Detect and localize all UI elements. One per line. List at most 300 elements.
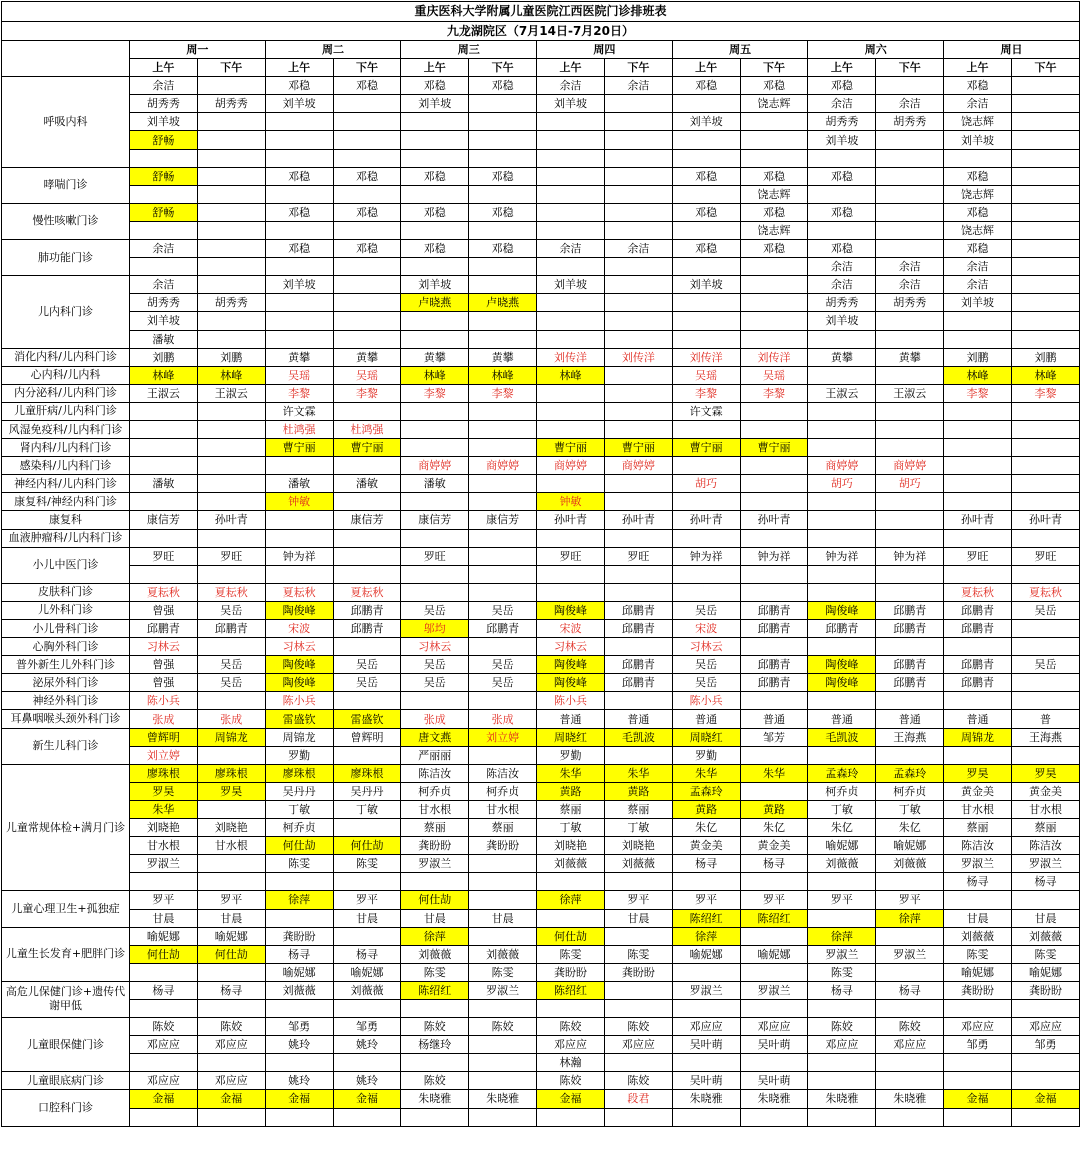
schedule-row [2,800,1080,818]
schedule-cell: 陈姣 [876,1018,944,1036]
schedule-cell [604,927,672,945]
schedule-cell: 孟森玲 [876,764,944,782]
schedule-cell: 曹宁丽 [333,439,401,457]
schedule-cell: 夏耘秋 [944,583,1012,601]
schedule-cell [1011,185,1079,203]
schedule-cell: 罗旺 [130,547,198,565]
schedule-cell [604,113,672,131]
schedule-cell [1011,221,1079,239]
schedule-cell: 余洁 [130,77,198,95]
schedule-cell: 朱亿 [672,819,740,837]
department-name: 康复科/神经内科门诊 [2,493,130,511]
schedule-cell: 陈姣 [604,1072,672,1090]
schedule-cell [740,420,808,438]
schedule-cell [876,149,944,167]
schedule-cell: 余洁 [808,276,876,294]
schedule-cell [808,1108,876,1126]
schedule-cell [1011,95,1079,113]
schedule-cell: 唐文燕 [401,728,469,746]
schedule-row [2,185,1080,203]
schedule-cell: 邓稳 [333,203,401,221]
schedule-cell: 罗平 [130,891,198,909]
schedule-cell [130,185,198,203]
schedule-cell: 林峰 [1011,366,1079,384]
schedule-cell: 习林云 [401,638,469,656]
schedule-cell: 林峰 [537,366,605,384]
schedule-cell: 邱鹏青 [876,674,944,692]
schedule-cell [740,583,808,601]
schedule-cell: 潘敏 [130,475,198,493]
schedule-row [2,511,1080,529]
schedule-cell: 姚玲 [333,1036,401,1054]
schedule-cell [265,565,333,583]
schedule-cell: 吴岳 [333,656,401,674]
schedule-cell: 陶俊峰 [537,656,605,674]
schedule-cell: 刘晓艳 [604,837,672,855]
schedule-cell [672,258,740,276]
schedule-cell: 吴丹丹 [265,782,333,800]
schedule-cell [265,330,333,348]
schedule-table [1,1,1080,1127]
schedule-cell: 陈雯 [265,855,333,873]
schedule-cell [944,1072,1012,1090]
schedule-cell: 徐萍 [265,891,333,909]
title-row [2,2,1080,22]
department-name: 呼吸内科 [2,77,130,167]
schedule-cell: 刘羊坡 [537,276,605,294]
schedule-cell: 罗昊 [197,782,265,800]
schedule-cell [401,565,469,583]
schedule-cell: 吴叶萌 [740,1036,808,1054]
schedule-cell [944,149,1012,167]
schedule-cell: 喻妮娜 [197,927,265,945]
schedule-cell [944,420,1012,438]
schedule-cell: 邓稳 [808,240,876,258]
slot-header-am: 上午 [265,59,333,77]
schedule-cell: 黄金美 [944,782,1012,800]
schedule-cell: 曹宁丽 [265,439,333,457]
department-name: 肺功能门诊 [2,240,130,276]
schedule-cell: 黄路 [672,800,740,818]
schedule-cell: 丁敏 [265,800,333,818]
schedule-cell: 邓稳 [401,203,469,221]
schedule-cell [808,511,876,529]
schedule-cell [1011,1054,1079,1072]
schedule-cell [469,221,537,239]
schedule-cell: 宋波 [537,620,605,638]
schedule-cell: 邹勇 [944,1036,1012,1054]
schedule-row [2,475,1080,493]
schedule-cell: 喻妮娜 [130,927,198,945]
schedule-cell: 周晓红 [672,728,740,746]
schedule-cell [197,276,265,294]
schedule-cell [537,113,605,131]
schedule-cell [1011,999,1079,1017]
schedule-cell [333,999,401,1017]
schedule-cell: 陈雯 [944,945,1012,963]
schedule-cell: 喻妮娜 [944,963,1012,981]
schedule-cell [197,457,265,475]
schedule-cell: 罗平 [740,891,808,909]
schedule-cell [401,131,469,149]
schedule-cell: 黄攀 [469,348,537,366]
schedule-cell [401,1054,469,1072]
schedule-cell [197,420,265,438]
schedule-cell [876,240,944,258]
schedule-cell [469,855,537,873]
schedule-cell [537,312,605,330]
schedule-cell: 刘薇薇 [944,927,1012,945]
schedule-cell [808,565,876,583]
schedule-cell: 邓稳 [740,77,808,95]
schedule-cell: 刘羊坡 [537,95,605,113]
schedule-cell: 陈雯 [1011,945,1079,963]
schedule-cell: 胡巧 [876,475,944,493]
schedule-cell [1011,294,1079,312]
schedule-cell [537,1108,605,1126]
schedule-cell: 潘敏 [130,330,198,348]
schedule-cell: 陈小兵 [537,692,605,710]
schedule-cell: 邓稳 [401,240,469,258]
schedule-cell [604,221,672,239]
schedule-cell [130,1054,198,1072]
schedule-cell: 普通 [808,710,876,728]
schedule-cell [740,565,808,583]
schedule-cell [265,511,333,529]
schedule-cell [808,221,876,239]
schedule-cell [265,909,333,927]
schedule-cell: 邹勇 [265,1018,333,1036]
schedule-cell: 邓稳 [740,167,808,185]
schedule-cell: 曾辉明 [333,728,401,746]
schedule-cell: 罗旺 [401,547,469,565]
schedule-cell: 李黎 [265,384,333,402]
schedule-cell: 杨寻 [672,855,740,873]
schedule-row [2,909,1080,927]
schedule-cell [740,149,808,167]
schedule-cell [1011,77,1079,95]
schedule-cell [333,927,401,945]
schedule-cell: 罗淑兰 [808,945,876,963]
day-header-row [2,41,1080,59]
schedule-cell [537,475,605,493]
schedule-cell: 邓应应 [740,1018,808,1036]
schedule-cell: 吴岳 [672,656,740,674]
schedule-cell: 刘鹏 [130,348,198,366]
schedule-cell: 朱华 [672,764,740,782]
schedule-cell [944,439,1012,457]
schedule-row [2,728,1080,746]
department-name: 泌尿外科门诊 [2,674,130,692]
schedule-cell [1011,312,1079,330]
schedule-cell [537,167,605,185]
schedule-cell [265,258,333,276]
schedule-cell [876,565,944,583]
schedule-cell: 邓稳 [808,203,876,221]
schedule-cell [604,384,672,402]
schedule-cell [197,439,265,457]
schedule-cell [808,185,876,203]
schedule-cell [740,638,808,656]
schedule-cell: 邱鹏青 [197,620,265,638]
schedule-cell: 邓稳 [333,77,401,95]
schedule-row [2,746,1080,764]
schedule-cell [1011,620,1079,638]
schedule-cell [672,583,740,601]
schedule-cell [130,402,198,420]
schedule-cell [876,330,944,348]
schedule-cell: 邱鹏青 [876,620,944,638]
schedule-cell: 周锦龙 [197,728,265,746]
schedule-cell: 潘敏 [333,475,401,493]
schedule-cell: 黄路 [604,782,672,800]
schedule-cell: 吴岳 [197,601,265,619]
schedule-cell: 余洁 [876,95,944,113]
schedule-cell: 吴瑶 [672,366,740,384]
schedule-cell: 朱华 [740,764,808,782]
schedule-cell: 杨寻 [130,981,198,999]
schedule-cell [401,1108,469,1126]
schedule-cell: 蔡丽 [1011,819,1079,837]
schedule-cell: 王淑云 [130,384,198,402]
schedule-cell [130,963,198,981]
schedule-cell [740,131,808,149]
slot-header-am: 上午 [808,59,876,77]
schedule-cell: 罗旺 [604,547,672,565]
schedule-cell: 甘水根 [197,837,265,855]
schedule-cell: 陈小兵 [265,692,333,710]
schedule-cell: 甘水根 [469,800,537,818]
schedule-cell [265,185,333,203]
schedule-cell: 罗勤 [537,746,605,764]
schedule-cell: 蔡丽 [944,819,1012,837]
schedule-cell [333,819,401,837]
schedule-cell: 陈洁汝 [1011,837,1079,855]
schedule-cell: 钟为祥 [672,547,740,565]
schedule-cell: 胡秀秀 [876,113,944,131]
schedule-cell: 曾强 [130,601,198,619]
schedule-cell: 徐萍 [401,927,469,945]
schedule-cell [672,420,740,438]
schedule-cell [944,565,1012,583]
schedule-cell [672,312,740,330]
schedule-cell: 余洁 [808,258,876,276]
schedule-cell [876,1054,944,1072]
schedule-cell: 邱鹏青 [740,620,808,638]
schedule-cell: 邓稳 [808,167,876,185]
schedule-cell [604,420,672,438]
schedule-cell [130,420,198,438]
schedule-cell [604,402,672,420]
schedule-cell [808,529,876,547]
schedule-row [2,113,1080,131]
schedule-cell: 朱晓雅 [469,1090,537,1108]
schedule-cell: 邓稳 [265,203,333,221]
schedule-cell: 吴瑶 [333,366,401,384]
schedule-cell: 黄金美 [672,837,740,855]
schedule-cell: 李黎 [740,384,808,402]
schedule-cell: 邹芳 [740,728,808,746]
schedule-cell [604,95,672,113]
schedule-cell: 黄金美 [1011,782,1079,800]
schedule-cell: 余洁 [808,95,876,113]
schedule-cell [944,529,1012,547]
day-header: 周三 [401,41,537,59]
schedule-cell: 吴岳 [197,674,265,692]
schedule-cell [876,493,944,511]
schedule-cell: 罗平 [197,891,265,909]
schedule-cell [265,312,333,330]
schedule-cell: 夏耘秋 [1011,583,1079,601]
schedule-cell: 杨寻 [740,855,808,873]
department-name: 儿内科门诊 [2,276,130,348]
schedule-cell: 周锦龙 [944,728,1012,746]
schedule-cell [197,493,265,511]
schedule-cell: 徐萍 [672,927,740,945]
schedule-cell: 许文霖 [672,402,740,420]
schedule-cell [401,583,469,601]
schedule-cell [130,258,198,276]
schedule-cell [197,873,265,891]
schedule-cell: 罗淑兰 [944,855,1012,873]
schedule-cell [876,131,944,149]
schedule-cell: 朱晓雅 [740,1090,808,1108]
schedule-cell: 姚玲 [333,1072,401,1090]
schedule-cell [537,131,605,149]
schedule-cell: 余洁 [130,276,198,294]
schedule-cell: 陈雯 [537,945,605,963]
schedule-cell: 罗旺 [197,547,265,565]
schedule-cell [537,294,605,312]
schedule-cell: 刘薇薇 [401,945,469,963]
schedule-cell [130,873,198,891]
schedule-cell [401,113,469,131]
schedule-cell: 宋波 [672,620,740,638]
schedule-cell [130,529,198,547]
schedule-cell: 刘晓艳 [537,837,605,855]
schedule-cell: 刘立婷 [130,746,198,764]
schedule-cell: 邓应应 [537,1036,605,1054]
schedule-cell: 林峰 [469,366,537,384]
schedule-cell: 邓稳 [265,77,333,95]
schedule-cell [469,529,537,547]
schedule-cell: 邱鹏青 [604,656,672,674]
schedule-cell: 陈绍红 [672,909,740,927]
schedule-cell: 丁敏 [537,819,605,837]
schedule-cell [876,963,944,981]
schedule-cell: 黄攀 [333,348,401,366]
schedule-cell: 邬均 [401,620,469,638]
schedule-cell [1011,258,1079,276]
schedule-cell [401,185,469,203]
schedule-cell: 曹宁丽 [537,439,605,457]
schedule-cell [740,312,808,330]
schedule-cell [265,113,333,131]
schedule-cell: 胡秀秀 [808,113,876,131]
schedule-cell: 林峰 [130,366,198,384]
schedule-row [2,963,1080,981]
day-header: 周二 [265,41,401,59]
schedule-cell: 李黎 [333,384,401,402]
schedule-cell: 朱华 [604,764,672,782]
schedule-cell: 邓应应 [197,1072,265,1090]
schedule-cell [604,185,672,203]
slot-header-am: 上午 [130,59,198,77]
department-name: 哮喘门诊 [2,167,130,203]
schedule-cell: 邹勇 [333,1018,401,1036]
schedule-cell: 邓应应 [130,1036,198,1054]
schedule-cell: 廖珠根 [197,764,265,782]
schedule-cell: 陈雯 [333,855,401,873]
schedule-cell [740,873,808,891]
page-title: 重庆医科大学附属儿童医院江西医院门诊排班表 [2,2,1080,22]
schedule-row [2,1054,1080,1072]
schedule-cell: 杜鸿强 [265,420,333,438]
schedule-cell: 吴岳 [401,674,469,692]
schedule-cell: 邓稳 [808,77,876,95]
schedule-row [2,819,1080,837]
schedule-cell: 邹勇 [1011,1036,1079,1054]
department-name: 神经内科/儿内科门诊 [2,475,130,493]
schedule-cell [130,457,198,475]
schedule-row [2,999,1080,1017]
schedule-cell [604,999,672,1017]
schedule-cell [333,402,401,420]
schedule-row [2,1090,1080,1108]
slot-header-pm: 下午 [333,59,401,77]
schedule-cell: 何仕劼 [265,837,333,855]
schedule-cell [604,330,672,348]
department-name: 口腔科门诊 [2,1090,130,1126]
schedule-cell [333,113,401,131]
schedule-cell: 陶俊峰 [265,601,333,619]
schedule-cell: 孙叶青 [537,511,605,529]
schedule-cell: 夏耘秋 [333,583,401,601]
schedule-cell [876,77,944,95]
schedule-cell: 胡秀秀 [197,294,265,312]
schedule-cell [604,873,672,891]
schedule-cell [197,185,265,203]
schedule-cell: 陈姣 [197,1018,265,1036]
schedule-cell: 陈姣 [130,1018,198,1036]
schedule-cell [604,366,672,384]
schedule-cell [197,1108,265,1126]
schedule-cell: 罗淑兰 [401,855,469,873]
schedule-cell [197,475,265,493]
schedule-cell: 陈雯 [401,963,469,981]
schedule-cell [604,276,672,294]
schedule-cell: 张成 [469,710,537,728]
department-name: 慢性咳嗽门诊 [2,203,130,239]
schedule-cell: 余洁 [130,240,198,258]
schedule-cell [333,638,401,656]
schedule-cell [944,1054,1012,1072]
department-name: 儿童肝病/儿内科门诊 [2,402,130,420]
schedule-cell [672,493,740,511]
schedule-cell [672,565,740,583]
schedule-cell: 胡秀秀 [197,95,265,113]
schedule-cell: 吴岳 [672,674,740,692]
schedule-cell [469,276,537,294]
schedule-cell: 杨寻 [333,945,401,963]
schedule-cell: 卢晓燕 [469,294,537,312]
schedule-cell [740,692,808,710]
schedule-cell: 黄路 [537,782,605,800]
schedule-cell: 邓稳 [672,203,740,221]
schedule-cell [265,131,333,149]
schedule-cell: 普通 [740,710,808,728]
schedule-cell: 丁敏 [876,800,944,818]
